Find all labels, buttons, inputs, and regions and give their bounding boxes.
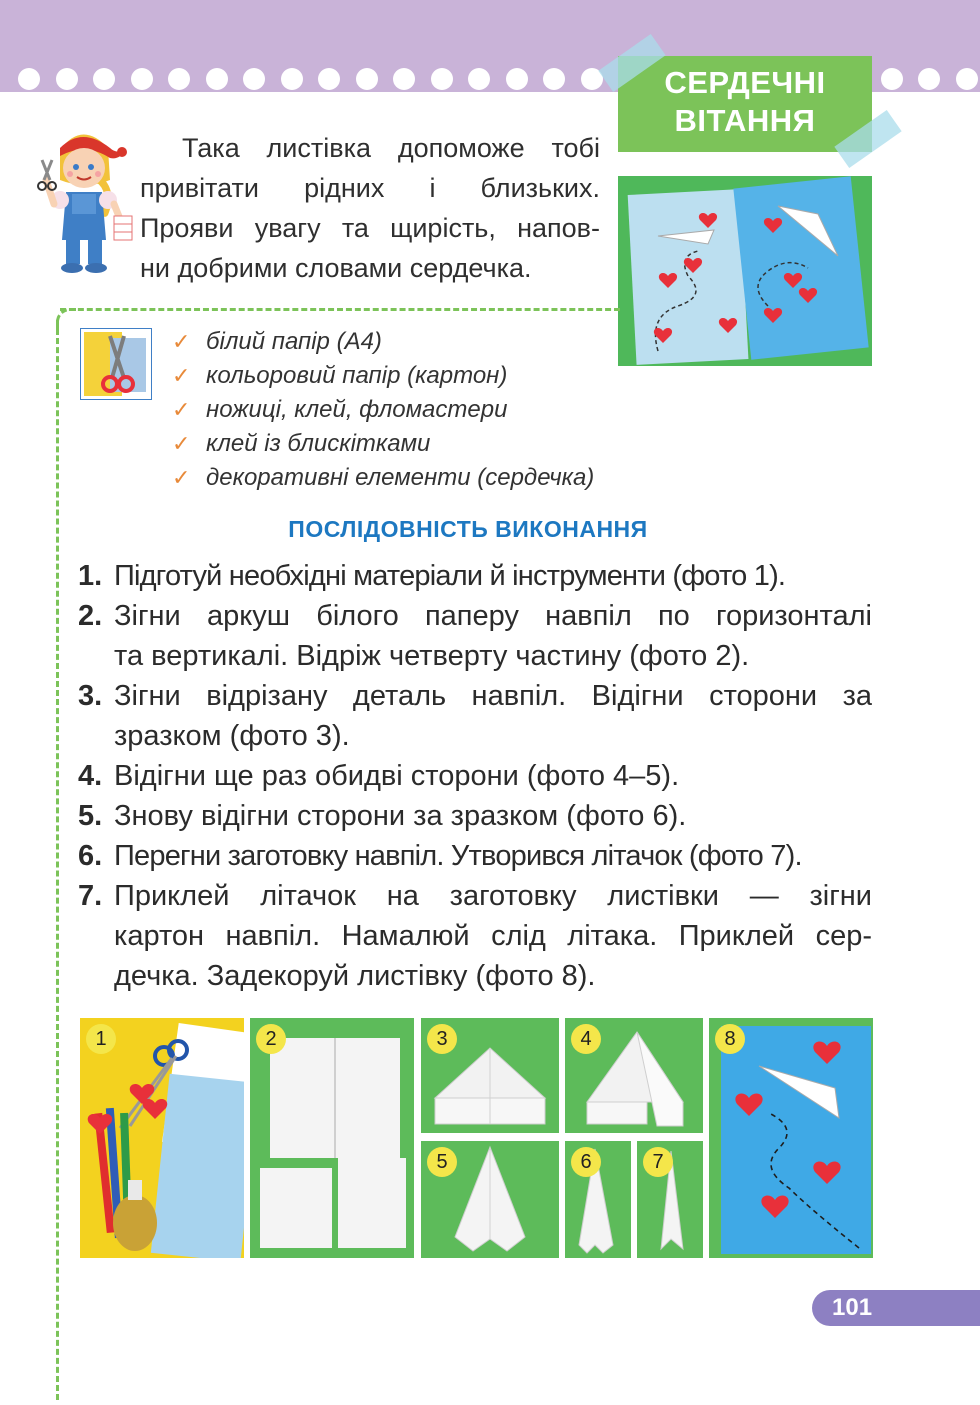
border-dot: [881, 68, 903, 90]
photo-number: 6: [571, 1147, 601, 1177]
step-line: Перегни заготовку навпіл. Утворився літачок (фото 7).: [114, 840, 802, 872]
photo-6: [565, 1141, 631, 1258]
section-title-badge: [618, 56, 872, 152]
border-dot: [131, 68, 153, 90]
check-icon: ✓: [172, 329, 191, 354]
photo-number: 2: [256, 1024, 286, 1054]
border-dot: [356, 68, 378, 90]
border-dot: [281, 68, 303, 90]
step-photos: [80, 1018, 873, 1258]
border-dot: [56, 68, 78, 90]
border-dot: [431, 68, 453, 90]
badge-line-1: СЕРДЕЧНІ: [664, 65, 826, 100]
check-icon: ✓: [172, 465, 191, 490]
border-dot: [243, 68, 265, 90]
step-item: [78, 556, 872, 596]
step-item: [78, 756, 872, 796]
material-item: [172, 427, 594, 461]
photo-number: 8: [715, 1024, 745, 1054]
step-number: 2.: [78, 600, 103, 632]
page-number: 101: [812, 1290, 980, 1326]
border-dot: [206, 68, 228, 90]
step-item: [78, 676, 872, 756]
border-dot: [93, 68, 115, 90]
photo-number: 3: [427, 1024, 457, 1054]
intro-line: привітати рідних і близьких.: [140, 173, 600, 203]
border-dot: [506, 68, 528, 90]
dashed-frame-top: [60, 308, 620, 311]
finished-card-photo: [709, 1018, 873, 1258]
dashed-frame-corner: [56, 308, 77, 329]
step-item: [78, 596, 872, 676]
border-dot: [918, 68, 940, 90]
intro-line: ни добрими словами сердечка.: [140, 253, 532, 283]
step-item: [78, 876, 872, 996]
badge-line-2: ВІТАННЯ: [674, 103, 816, 138]
border-dot: [468, 68, 490, 90]
step-item: [78, 836, 872, 876]
girl-with-scissors-illustration: [30, 120, 135, 275]
step-line: Приклей літачок на заготовку листівки — зігни: [114, 880, 872, 912]
border-dot: [18, 68, 40, 90]
material-item: [172, 359, 594, 393]
border-dot: [956, 68, 978, 90]
sample-cards-photo: [618, 176, 872, 366]
photo-number: 4: [571, 1024, 601, 1054]
material-text: ножиці, клей, фломастери: [206, 396, 508, 423]
step-number: 4.: [78, 760, 103, 792]
steps-list: [78, 556, 872, 996]
materials-icon: [80, 328, 152, 400]
material-text: декоративні елементи (сердечка): [206, 464, 595, 491]
check-icon: ✓: [172, 397, 191, 422]
step-number: 1.: [78, 560, 103, 592]
material-item: [172, 393, 594, 427]
photo-1: [80, 1018, 244, 1258]
material-item: [172, 325, 594, 359]
step-line: Відігни ще раз обидві сторони (фото 4–5).: [114, 760, 680, 792]
check-icon: ✓: [172, 431, 191, 456]
border-dot: [168, 68, 190, 90]
intro-line: Прояви увагу та щирість, напов-: [140, 213, 600, 243]
step-number: 7.: [78, 880, 103, 912]
sequence-title: ПОСЛІДОВНІСТЬ ВИКОНАННЯ: [288, 516, 648, 542]
materials-list: [172, 325, 594, 495]
photo-number: 5: [427, 1147, 457, 1177]
materials-photo: [80, 1018, 244, 1258]
photo-number: 7: [643, 1147, 673, 1177]
step-line: Зігни відрізану деталь навпіл. Відігни сторони за: [114, 680, 872, 712]
photo-3: [421, 1018, 559, 1133]
step-number: 6.: [78, 840, 103, 872]
intro-paragraph: [140, 128, 600, 288]
step-line: зразком (фото 3).: [114, 720, 350, 752]
photo-4: [565, 1018, 703, 1133]
step-number: 3.: [78, 680, 103, 712]
step-line: дечка. Задекоруй листівку (фото 8).: [114, 960, 596, 992]
dashed-frame-left: [56, 320, 59, 1400]
step-line: Підготуй необхідні матеріали й інструменти (фото 1).: [114, 560, 786, 592]
photo-7: [637, 1141, 703, 1258]
border-dot: [318, 68, 340, 90]
photo-8: [709, 1018, 873, 1258]
intro-line: Така листівка допоможе тобі: [182, 133, 600, 163]
material-text: білий папір (А4): [206, 328, 382, 355]
photo-number: 1: [86, 1024, 116, 1054]
material-text: клей із блискітками: [206, 430, 431, 457]
material-item: [172, 461, 594, 495]
step-line: та вертикалі. Відріж четверту частину (фото 2).: [114, 640, 750, 672]
step-item: [78, 796, 872, 836]
border-dot: [393, 68, 415, 90]
photo-5: [421, 1141, 559, 1258]
folded-paper-photo: [250, 1018, 414, 1258]
step-line: Знову відігни сторони за зразком (фото 6).: [114, 800, 687, 832]
step-number: 5.: [78, 800, 103, 832]
check-icon: ✓: [172, 363, 191, 388]
step-line: картон навпіл. Намалюй слід літака. Приклей сер-: [114, 920, 872, 952]
material-text: кольоровий папір (картон): [206, 362, 508, 389]
photo-2: [250, 1018, 414, 1258]
step-line: Зігни аркуш білого паперу навпіл по горизонталі: [114, 600, 872, 632]
border-dot: [543, 68, 565, 90]
